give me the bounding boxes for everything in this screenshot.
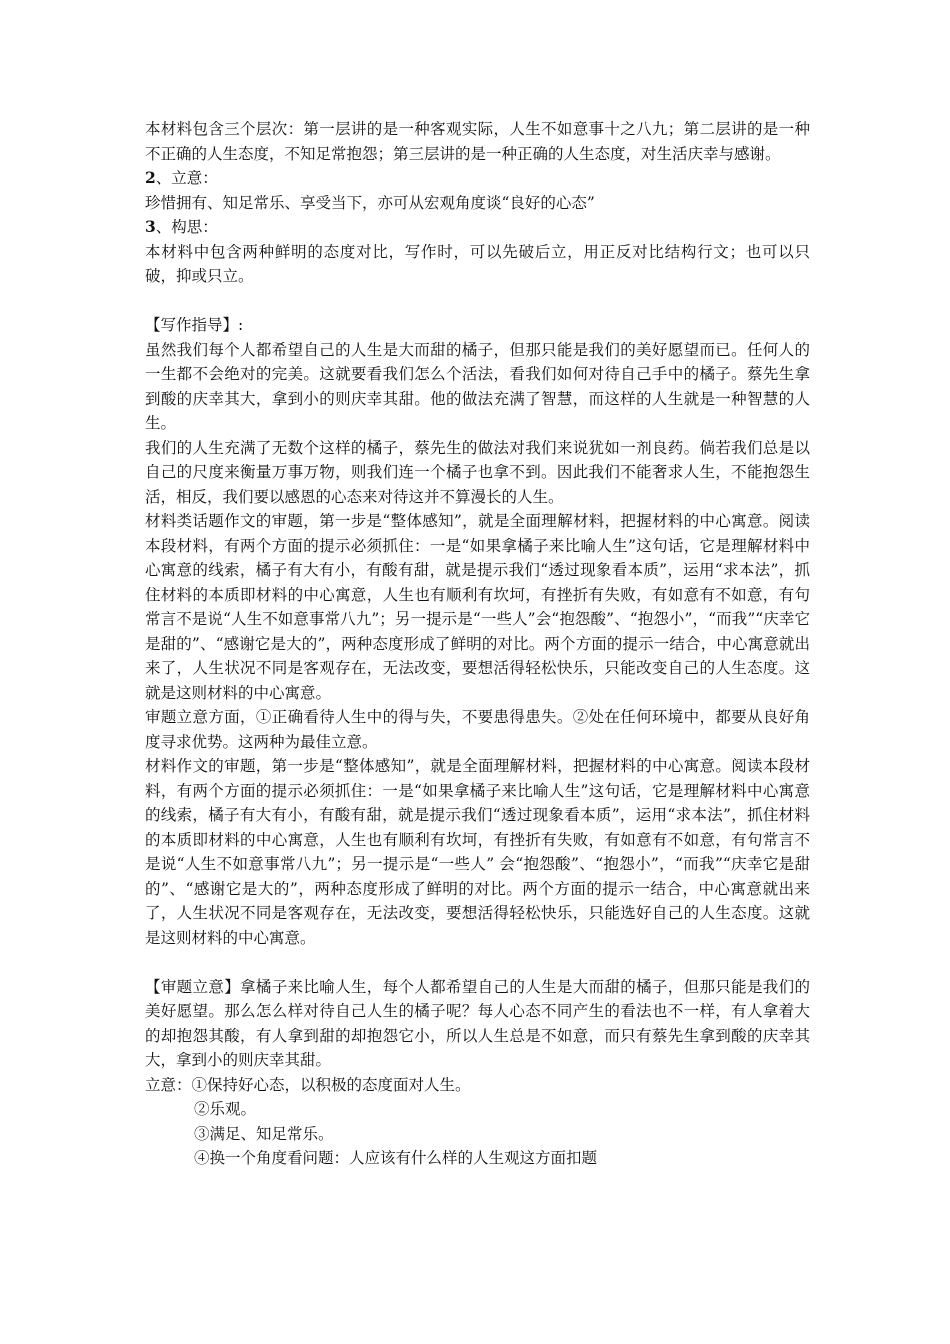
section-3-label: 、构思：: [155, 218, 218, 236]
writing-guide-heading: 【写作指导】:: [145, 316, 244, 334]
section-2-body: 珍惜拥有、知足常乐、享受当下，亦可从宏观角度谈“良好的心态”: [145, 193, 595, 212]
review-paragraph: 【审题立意】拿橘子来比喻人生，每个人都希望自己的人生是大而甜的橘子，但那只能是我们的美好愿望。那么怎么样对待自己人生的橘子呢？每人心态不同产生的看法也不一样，有人拿着大的却抱怨其酸，有人拿到甜的却抱怨它小，所以人生总是不如意，而只有蔡先生拿到酸的庆幸其大，拿到小的则庆幸其甜。: [145, 977, 810, 1069]
point-item: ③满足、知足常乐。: [194, 1124, 334, 1143]
section-2-heading: [145, 166, 810, 191]
points-label: 立意：: [145, 1075, 192, 1094]
points-first-line: [145, 1073, 810, 1098]
point-item: ②乐观。: [194, 1100, 257, 1118]
point-item: ④换一个角度看问题：人应该有什么样的人生观这方面扣题: [194, 1149, 598, 1167]
writing-guide-paragraph: 材料类话题作文的审题，第一步是“整体感知”，就是全面理解材料，把握材料的中心寓意。阅读本段材料，有两个方面的提示必须抓住：一是“如果拿橘子来比喻人生”这句话，它是理解材料中心寓意的线索，橘子有大有小，有酸有甜，就是提示我们“透过现象看本质”，运用“求本法”，抓住材料的本质即材料的中心寓意，人生也有顺利有坎坷，有挫折有失败，有如意有不如意，有句常言不是说“人生不如意事常八九”；另一提示是“一些人”会“抱怨酸”、“抱怨小”，“而我”“庆幸它是甜的”、“感谢它是大的”，两种态度形成了鲜明的对比。两个方面的提示一结合，中心寓意就出来了，人生状况不同是客观存在，无法改变，要想活得轻松快乐，只能改变自己的人生态度。这就是这则材料的中心寓意。: [145, 512, 810, 702]
document-page: [145, 117, 810, 1171]
section-3-body: 本材料中包含两种鲜明的态度对比，写作时，可以先破后立，用正反对比结构行文；也可以只破，抑或只立。: [145, 242, 810, 285]
spacer: [145, 289, 810, 314]
section-3-heading: [145, 215, 810, 240]
writing-guide-paragraph: 我们的人生充满了无数个这样的橘子，蔡先生的做法对我们来说犹如一剂良药。倘若我们总是以自己的尺度来衡量万事万物，则我们连一个橘子也拿不到。因此我们不能奢求人生，不能抱怨生活，相反，我们要以感恩的心态来对待这并不算漫长的人生。: [145, 438, 810, 506]
point-item: ①保持好心态，以积极的态度面对人生。: [191, 1075, 471, 1094]
section-2-label: 、立意：: [155, 169, 218, 187]
spacer: [145, 950, 810, 975]
writing-guide-paragraph: 虽然我们每个人都希望自己的人生是大而甜的橘子，但那只能是我们的美好愿望而已。任何人的一生都不会绝对的完美。这就要看我们怎么个活法，看我们如何对待自己手中的橘子。蔡先生拿到酸的庆幸其大，拿到小的则庆幸其甜。他的做法充满了智慧，而这样的人生就是一种智慧的人生。: [145, 340, 810, 432]
writing-guide-paragraph: 材料作文的审题，第一步是“整体感知”，就是全面理解材料，把握材料的中心寓意。阅读本段材料，有两个方面的提示必须抓住：一是“如果拿橘子来比喻人生”这句话，它是理解材料中心寓意的线索，橘子有大有小，有酸有甜，就是提示我们“透过现象看本质”，运用“求本法”，抓住材料的本质即材料的中心寓意，人生也有顺利有坎坷，有挫折有失败，有如意有不如意，有句常言不是说“人生不如意事常八九”；另一提示是“一些人” 会“抱怨酸”、“抱怨小”，“而我”“庆幸它是甜的”、“感谢它是大的”，两种态度形成了鲜明的对比。两个方面的提示一结合，中心寓意就出来了，人生状况不同是客观存在，无法改变，要想活得轻松快乐，只能选好自己的人生态度。这就是这则材料的中心寓意。: [145, 757, 810, 947]
intro-paragraph: 本材料包含三个层次：第一层讲的是一种客观实际，人生不如意事十之八九；第二层讲的是一种不正确的人生态度，不知足常抱怨；第三层讲的是一种正确的人生态度，对生活庆幸与感谢。: [145, 120, 810, 163]
writing-guide-paragraph: 审题立意方面，①正确看待人生中的得与失，不要患得患失。②处在任何环境中，都要从良好角度寻求优势。这两种为最佳立意。: [145, 708, 810, 751]
section-3-number: 3: [145, 217, 156, 236]
section-2-number: 2: [145, 168, 156, 187]
